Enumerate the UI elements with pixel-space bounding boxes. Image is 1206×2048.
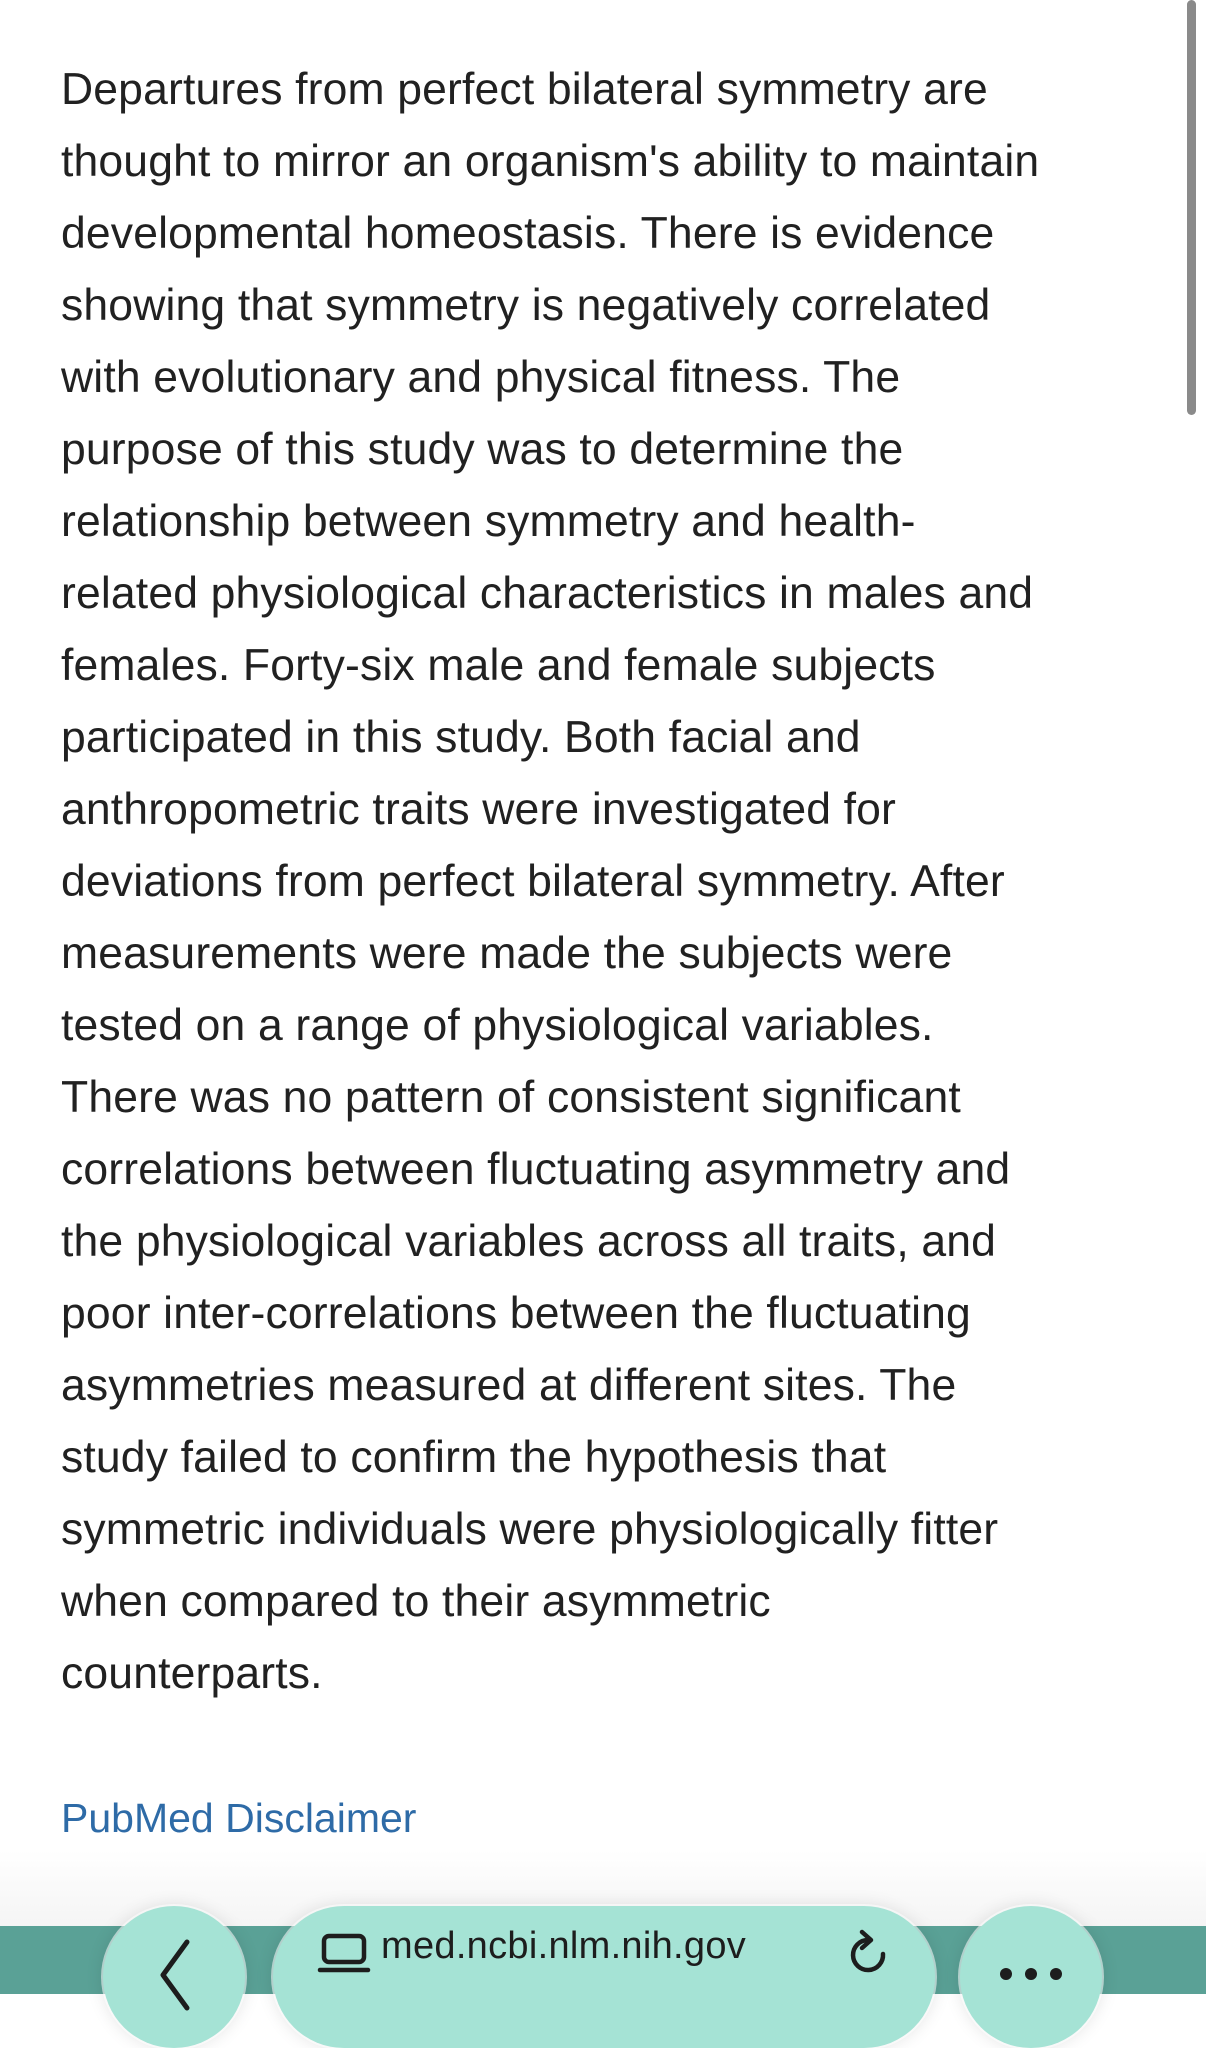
abstract-line: participated in this study. Both facial and (61, 713, 861, 762)
abstract-line: relationship between symmetry and health- (61, 497, 916, 546)
pubmed-disclaimer-link[interactable]: PubMed Disclaimer (61, 1795, 417, 1841)
abstract-line: the physiological variables across all traits, and (61, 1217, 997, 1266)
more-button[interactable] (960, 1906, 1102, 2048)
ellipsis-icon (996, 1962, 1066, 1986)
abstract-text (61, 54, 1151, 1710)
abstract-line: symmetric individuals were physiologically fitter (61, 1505, 999, 1554)
abstract-line: when compared to their asymmetric (61, 1577, 771, 1626)
abstract-line: females. Forty-six male and female subjects (61, 641, 936, 690)
abstract-line: correlations between fluctuating asymmetry and (61, 1145, 1011, 1194)
abstract-line: thought to mirror an organism's ability to maintain (61, 137, 1040, 186)
chevron-left-icon (149, 1930, 199, 2020)
abstract-line: poor inter-correlations between the fluctuating (61, 1289, 971, 1338)
abstract-line: related physiological characteristics in males and (61, 569, 1034, 618)
abstract-line: purpose of this study was to determine the (61, 425, 904, 474)
reload-icon[interactable] (841, 1926, 897, 1986)
abstract-line: counterparts. (61, 1649, 323, 1698)
abstract-line: measurements were made the subjects were (61, 929, 953, 978)
abstract-line: showing that symmetry is negatively correlated (61, 281, 991, 330)
scroll-indicator[interactable] (1187, 0, 1196, 415)
abstract-line: Departures from perfect bilateral symmetry are (61, 65, 988, 114)
address-bar[interactable] (273, 1906, 935, 2048)
back-button[interactable] (103, 1906, 245, 2048)
abstract-line: deviations from perfect bilateral symmetry. After (61, 857, 1005, 906)
abstract-line: with evolutionary and physical fitness. The (61, 353, 901, 402)
abstract-line: There was no pattern of consistent significant (61, 1073, 961, 1122)
abstract-line: developmental homeostasis. There is evidence (61, 209, 995, 258)
abstract-line: asymmetries measured at different sites. The (61, 1361, 957, 1410)
laptop-icon (317, 1930, 371, 1980)
abstract-line: study failed to confirm the hypothesis that (61, 1433, 887, 1482)
abstract-line: anthropometric traits were investigated for (61, 785, 897, 834)
url-text: med.ncbi.nlm.nih.gov (381, 1925, 747, 1967)
abstract-line: tested on a range of physiological variables. (61, 1001, 934, 1050)
